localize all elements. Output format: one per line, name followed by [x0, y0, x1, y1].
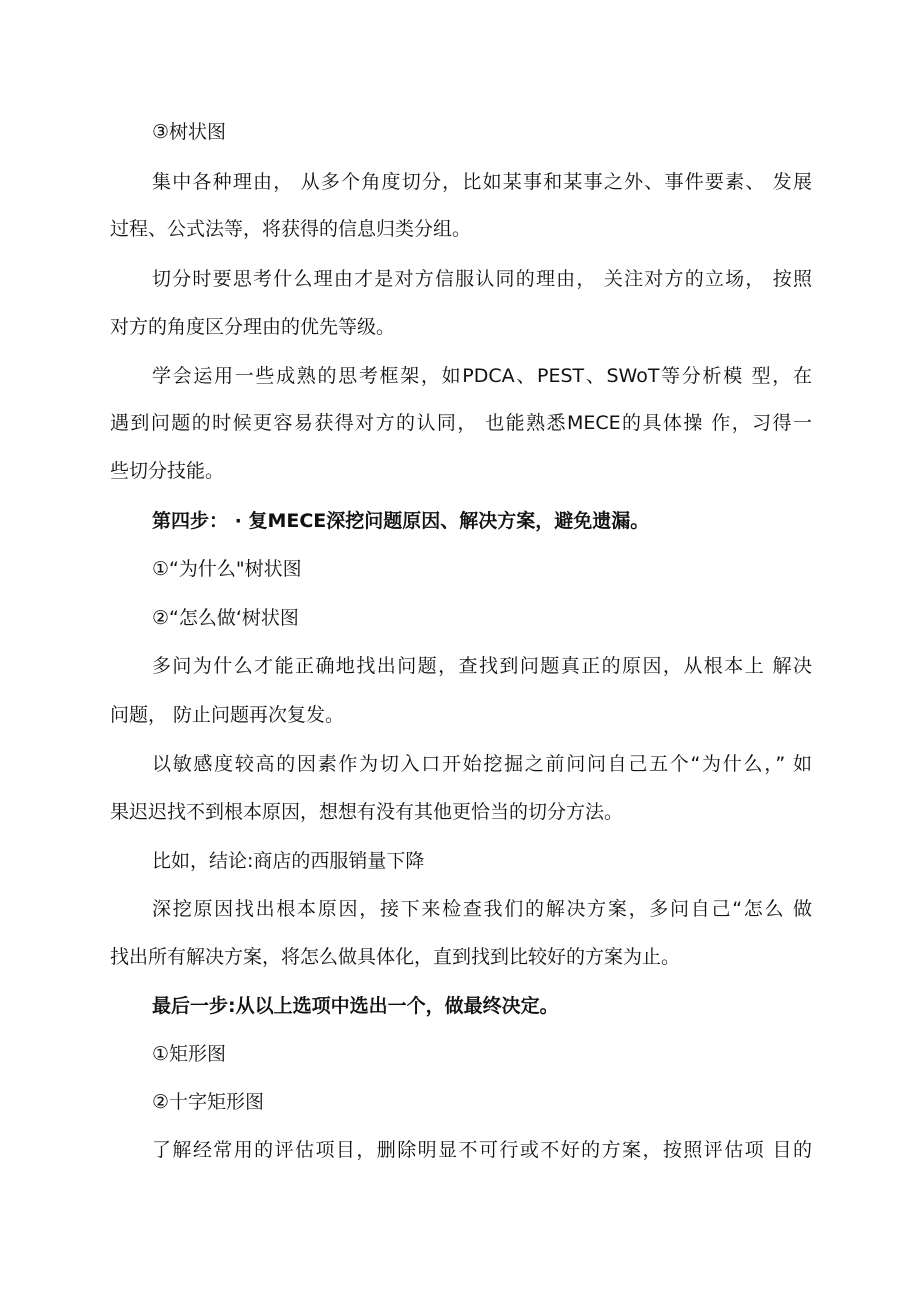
- paragraph-line: 些切分技能。: [110, 460, 225, 482]
- paragraph-line: 以敏感度较高的因素作为切入口开始挖掘之前问问自己五个“为什么，” 如: [152, 753, 812, 775]
- paragraph-line: 多问为什么才能正确地找出问题，查找到问题真正的原因，从根本上 解决: [152, 655, 812, 677]
- paragraph-line: 对方的角度区分理由的优先等级。: [110, 316, 396, 338]
- section-heading-step-four: 第四步： · 复MECE深挖问题原因、解决方案，避免遗漏。: [152, 510, 650, 532]
- paragraph-line: 找出所有解决方案，将怎么做具体化，直到找到比较好的方案为止。: [110, 946, 681, 968]
- paragraph-line: 果迟迟找不到根本原因，想想有没有其他更恰当的切分方法。: [110, 801, 624, 823]
- paragraph-line: 问题， 防止问题再次复发。: [110, 704, 345, 726]
- paragraph-line: 深挖原因找出根本原因，接下来检查我们的解决方案，多问自己“怎么 做: [152, 898, 812, 920]
- list-item: ①“为什么"树状图: [152, 558, 302, 580]
- list-item: ②“怎么做‘树状图: [152, 607, 299, 629]
- paragraph-line: 遇到问题的时候更容易获得对方的认同， 也能熟悉MECE的具体操 作，习得一: [110, 412, 812, 434]
- example-line: 比如，结论:商店的西服销量下降: [152, 850, 425, 872]
- list-item: ①矩形图: [152, 1043, 227, 1065]
- paragraph-line: 切分时要思考什么理由才是对方信服认同的理由， 关注对方的立场， 按照: [152, 268, 812, 290]
- section-heading-final-step: 最后一步:从以上选项中选出一个，做最终决定。: [152, 995, 559, 1017]
- paragraph-line: 过程、公式法等，将获得的信息归类分组。: [110, 218, 472, 240]
- paragraph-line: 了解经常用的评估项目，删除明显不可行或不好的方案，按照评估项 目的: [152, 1139, 812, 1161]
- list-item: ②十字矩形图: [152, 1091, 265, 1113]
- paragraph-line: 学会运用一些成熟的思考框架，如PDCA、PEST、SWoT等分析模 型，在: [152, 365, 812, 387]
- list-heading-tree-diagram: ③树状图: [152, 121, 227, 143]
- paragraph-line: 集中各种理由， 从多个角度切分，比如某事和某事之外、事件要素、 发展: [152, 171, 812, 193]
